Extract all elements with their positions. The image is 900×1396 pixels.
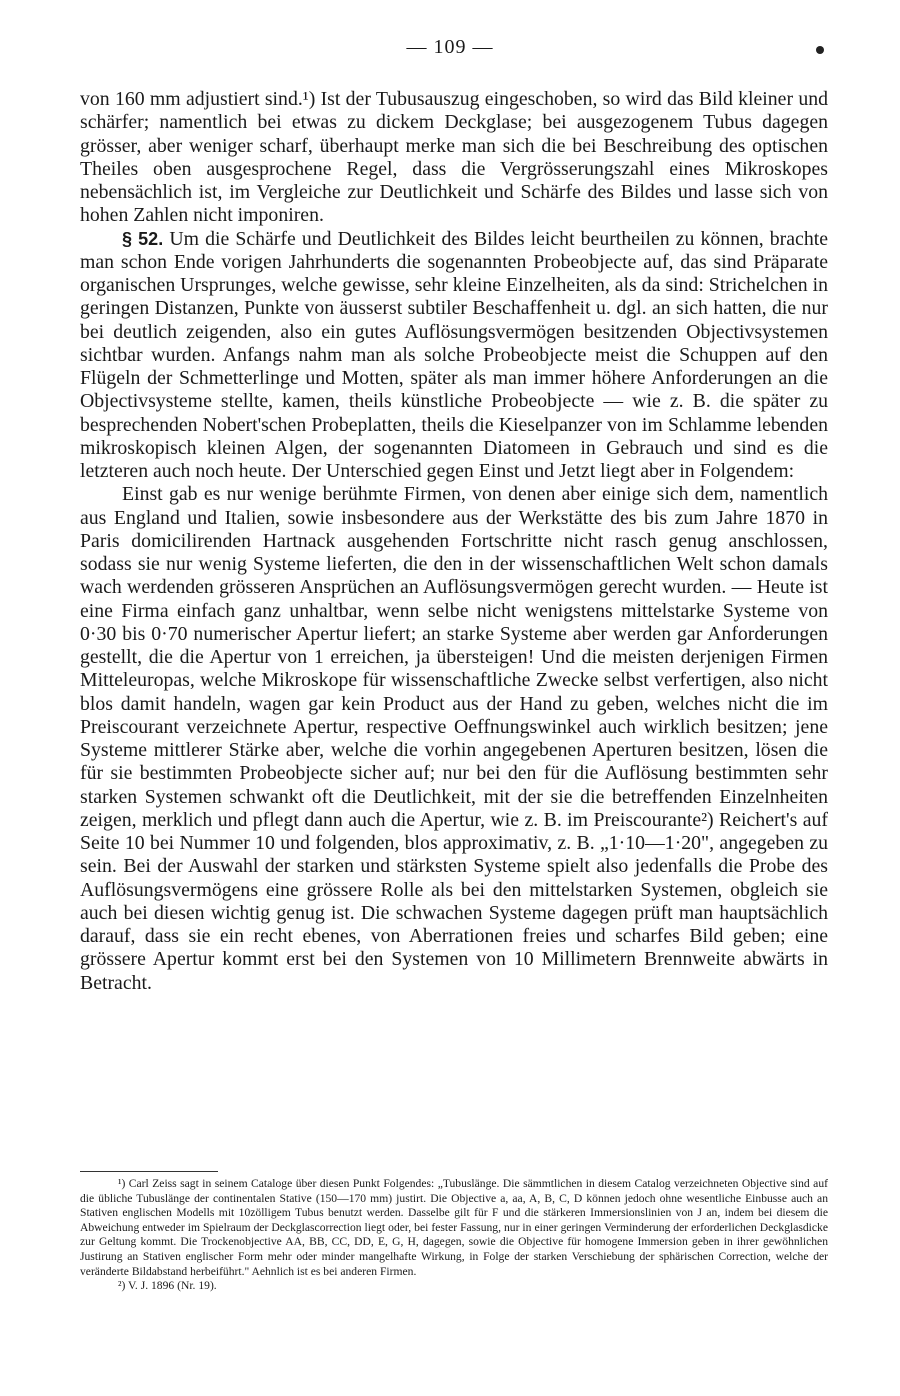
paragraph-einst: Einst gab es nur wenige berühmte Firmen, von denen aber einige sich dem, namentlich aus England und Italien, sowie insbesondere aus der Werkstätte des bis zum Jahre 1870 in Paris domicilirenden Hartnack ausgehenden Fortschritte nicht rasch genug anschlossen, sodass sie nur wenig Systeme lieferten, die den in der wissenschaftlichen Welt schon damals wach werdenden grösseren Ansprüchen an Auflösungsvermögen gerecht wurden. — Heute ist eine Firma einfach ganz unhaltbar, wenn selbe nicht wenigstens mittelstarke Systeme von 0·30 bis 0·70 numerischer Apertur liefert; an starke Systeme aber werden gar Anforderungen gestellt, die die Apertur von 1 erreichen, ja übersteigen! Und die meisten derjenigen Firmen Mitteleuropas, welche Mikroskope für wissenschaftliche Zwecke selbst verfertigen, also nicht blos damit handeln, wagen gar kein Product aus der Hand zu geben, welches nicht die im Preiscourant verzeichnete Apertur, respective Oeffnungswinkel auch wirklich besitzen; jene Systeme mittlerer Stärke aber, welche die vorhin angegebenen Aperturen besitzen, lösen die für sie bestimmten Probeobjecte sicher auf; nur bei den für die Auflösung bestimmten sehr starken Systemen schwankt oft die Deutlichkeit, mit der sie die betreffenden Einzelnheiten zeigen, merklich und pflegt dann auch die Apertur, wie z. B. im Preiscourante²) Reichert's auf Seite 10 bei Nummer 10 und folgenden, blos approximativ, z. B. „1·10—1·20", angegeben zu sein. Bei der Auswahl der starken und stärksten Systeme spielt also jedenfalls die Probe des Auflösungsvermögens eine grössere Rolle als bei den mittelstarken Systemen, obgleich sie auch bei diesen wichtig genug ist. Die schwachen Systeme dagegen prüft man hauptsächlich darauf, dass sie ein recht ebenes, von Aberrationen freies und scharfes Bild geben; eine grössere Apertur kommt erst bei den Systemen von 10 Millimetern Brennweite abwärts in Betracht. bbox=[80, 483, 828, 994]
footnote-divider bbox=[80, 1171, 218, 1172]
page-number: — 109 — bbox=[406, 36, 494, 58]
main-text bbox=[80, 88, 828, 995]
footnote-2: ²) V. J. 1896 (Nr. 19). bbox=[118, 1279, 217, 1293]
paragraph-section-52 bbox=[80, 228, 828, 484]
paragraph-text: Um die Schärfe und Deutlichkeit des Bildes leicht beurtheilen zu können, brachte man schon Ende vorigen Jahrhunderts die sogenannten Probeobjecte auf, das sind Präparate organischen Ursprunges, welche gewisse, sehr kleine Einzelheiten, als da sind: Strichelchen in geringen Distanzen, Punkte von äusserst subtiler Beschaffenheit u. dgl. an sich hatten, die nur bei deutlich zeigenden, also ein gutes Auflösungsvermögen besitzenden Objectivsystemen sichtbar wurden. Anfangs nahm man als solche Probeobjecte meist die Schuppen auf den Flügeln der Schmetterlinge und Motten, später als man immer höhere Anforderungen an die Objectivsysteme stellte, kamen, theils künstliche Probeobjecte — wie z. B. die später zu besprechenden Nobert'schen Probeplatten, theils die Kieselpanzer von im Schlamme lebenden mikroskopisch kleinen Algen, der sogenannten Diatomeen in Gebrauch und sind es die letzteren auch noch heute. Der Unterschied gegen Einst und Jetzt liegt aber in Folgendem: bbox=[80, 227, 828, 482]
footnotes bbox=[80, 1177, 828, 1294]
paragraph-continuation: von 160 mm adjustiert sind.¹) Ist der Tubusauszug eingeschoben, so wird das Bild kleiner und schärfer; namentlich bei etwas zu dickem Deckglase; bei ausgezogenem Tubus dagegen grösser, aber weniger scharf, überhaupt merke man sich die bei Beschreibung des optischen Theiles oben ausgesprochene Regel, dass die Vergrösserungszahl eines Mikroskopes nebensächlich ist, im Vergleiche zur Deutlichkeit und Schärfe des Bildes und lasse sich von hohen Zahlen nicht imponiren. bbox=[80, 88, 828, 227]
footnote-1: ¹) Carl Zeiss sagt in seinem Cataloge über diesen Punkt Folgendes: „Tubuslänge. Die sämmtlichen in diesem Catalog verzeichneten Objective sind auf die übliche Tubuslänge der continentalen Stative (150—170 mm) justirt. Die Objective a, aa, A, B, C, D können jedoch ohne wesentliche Einbusse auch an Stativen englischen Modells mit 10zölligem Tubus benutzt werden. Dasselbe gilt für F und die stärkeren Immersionslinien von J an, indem bei diesem die Abweichung entweder im Spielraum der Deckglascorrection liegt oder, bei fester Fassung, nur in einer geringen Verminderung der erforderlichen Deckglasdicke zur Geltung kommt. Die Trockenobjective AA, BB, CC, DD, E, G, H, dagegen, sowie die Objective für homogene Immersion geben in ihrer gewöhnlichen Justirung an Stativen englischer Form mehr oder minder mangelhafte Wirkung, in Folge der starken Verschiebung der sphärischen Correction, welche der veränderte Bildabstand herbeiführt." Aehnlich ist es bei anderen Firmen. bbox=[80, 1177, 828, 1278]
ink-spot bbox=[816, 46, 824, 54]
section-number: § 52. bbox=[122, 228, 164, 249]
